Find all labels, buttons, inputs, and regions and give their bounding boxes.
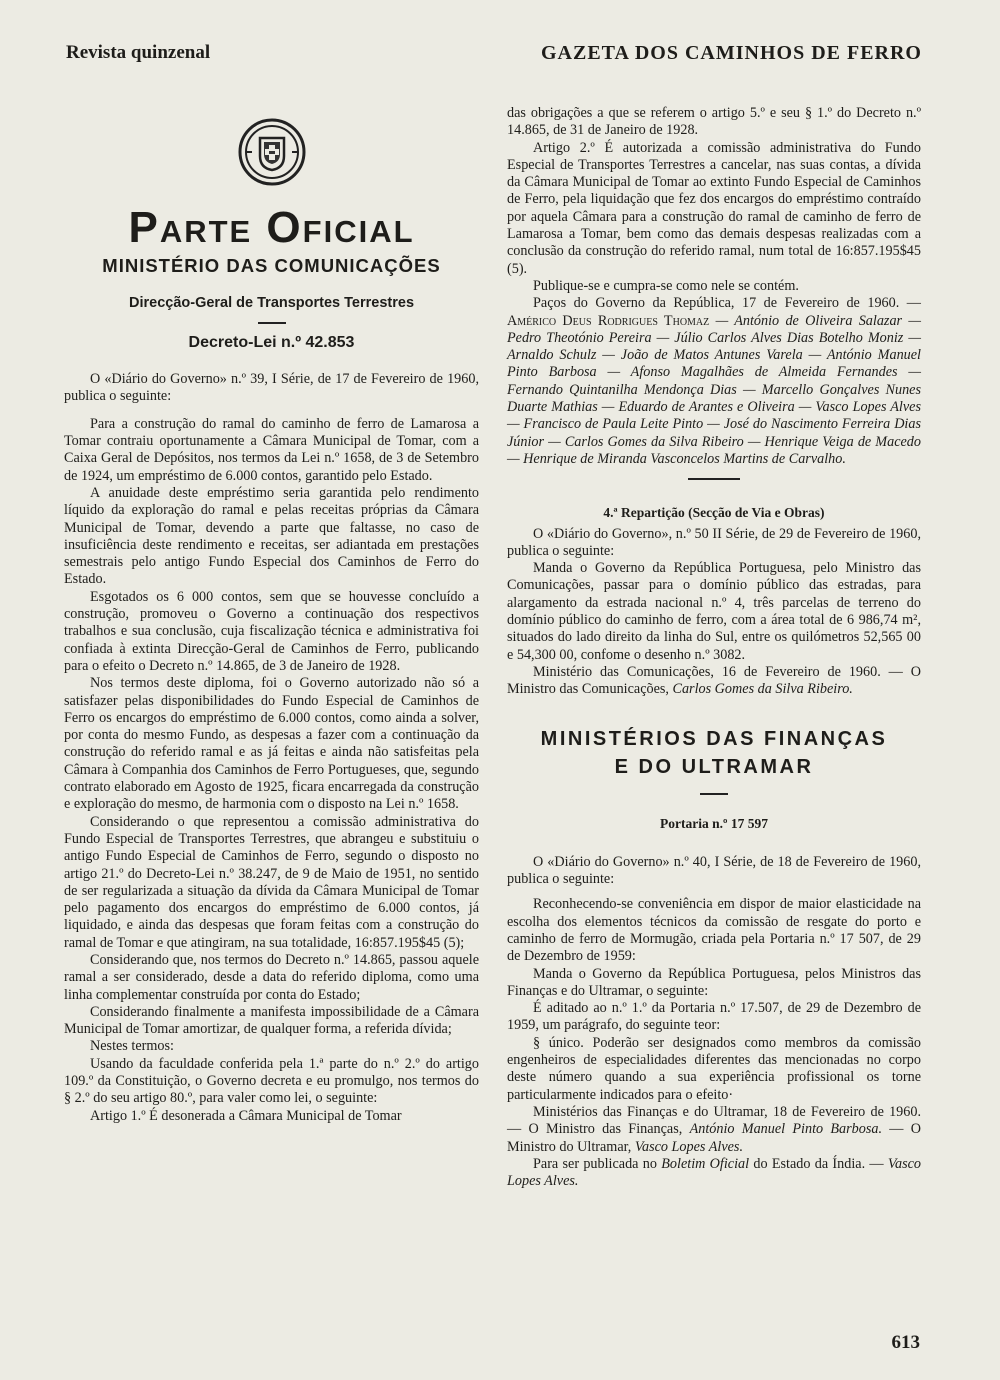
paragraph: O «Diário do Governo», n.º 50 II Série, de 29 de Fevereiro de 1960, publica o seguinte: [507,525,921,559]
ministers-names: — António de Oliveira Salazar — Pedro Theotónio Pereira — Júlio Carlos Alves Dias Botelho Moniz — Arnaldo Schulz — João de Matos Antunes Varela — António Manuel Pinto Barbosa — Afonso Magalhães de Almeida Fernandes — Fernando Quintanilha Mendonça Dias — Marcello Gonçalves Nunes Duarte Mathias — Eduardo de Arantes e Oliveira — Vasco Lopes Alves — Francisco de Paula Leite Pinto — José do Nascimento Ferreira Dias Júnior — Carlos Gomes da Silva Ribeiro — Henrique Veiga de Macedo — Henrique de Miranda Vasconcelos Martins de Carvalho. [507,312,921,467]
direccao-heading: Direcção-Geral de Transportes Terrestres [128,294,415,311]
emblem-container [64,118,479,191]
paragraph: O «Diário do Governo» n.º 40, I Série, de 18 de Fevereiro de 1960, publica o seguinte: [507,853,921,888]
ministerios-line-2: E DO ULTRAMAR [614,755,814,778]
signature-mid: — O Ministro do Ultramar, [507,1121,921,1155]
paragraph: A anuidade deste empréstimo seria garantida pelo rendimento líquido da exploração do ramal e pelas receitas próprias da Câmara Municipal de Tomar, devendo a parte que faltasse, no caso de insuficiência deste rendimento e receitas, ser adiantada em prestações semestrais pelo antigo Fundo Especial dos Caminhos de Ferro do Estado. [64,484,479,588]
overseas-minister-name: Vasco Lopes Alves. [634,1138,743,1155]
paragraph: Artigo 2.º É autorizada a comissão administrativa do Fundo Especial de Transportes Terrestres a cancelar, nas suas contas, a dívida da Câmara Municipal de Tomar ao extinto Fundo Especial de Caminhos de Ferro, pela liquidação que fez dos encargos do empréstimo contraído por aquela Câmara para a construção do ramal de caminho de ferro de Lamarosa a Tomar, bem como das demais despesas realizadas com a conclusão da construção do referido ramal, num total de 16:857.195$45 (5). [507,139,921,277]
closing-mid: do Estado da Índia. — [749,1155,888,1172]
ministry-heading: MINISTÉRIO DAS COMUNICAÇÕES [102,255,441,277]
paragraph: Para a construção do ramal do caminho de ferro de Lamarosa a Tomar contraiu oportunamente a Câmara Municipal de Tomar, com a Caixa Geral de Depósitos, nos termos da Lei n.º 1658, de 3 de Setembro de 1924, um empréstimo de 6.000 contos, garantido pelo Estado. [64,415,479,484]
paragraph: Considerando finalmente a manifesta impossibilidade de a Câmara Municipal de Tomar amortizar, de qualquer forma, a referida dívida; [64,1003,479,1038]
divider [688,478,740,480]
paragraph: Considerando o que representou a comissão administrativa do Fundo Especial de Transportes Terrestres, que abrangeu e substituiu o antigo Fundo Especial de Caminhos de Ferro, segundo o disposto no artigo 21.º do Decreto-Lei n.º 38.247, de 9 de Maio de 1951, no sentido de ser regularizada a situação da dívida da Câmara Municipal de Tomar pelo pagamento dos encargos do empréstimo de 6.000 contos, já liquidado, e ainda das despesas que foram feitas com a construção do ramal de Tomar e que atingiram, na sua totalidade, 16:857.195$45 (5); [64,813,479,951]
page-number: 613 [891,1332,920,1353]
closing-prefix: Para ser publicada no [533,1155,662,1172]
closing-paragraph [507,1156,921,1191]
decreto-heading: Decreto-Lei n.º 42.853 [188,333,355,351]
paragraph: Artigo 1.º É desonerada a Câmara Municipal de Tomar [90,1107,402,1124]
signature-intro: Ministérios das Finanças e do Ultramar, 18 de Fevereiro de 1960. — O Ministro das Finanças, [507,1103,921,1138]
signature-block [507,1104,921,1156]
portaria-heading: Portaria n.º 17 597 [660,815,768,831]
divider [258,322,286,324]
publication-name: Boletim Oficial [661,1155,750,1172]
header-right: GAZETA DOS CAMINHOS DE FERRO [540,42,922,64]
paragraph: Reconhecendo-se conveniência em dispor de maior elasticidade na escolha dos elementos técnicos da comissão de resgate do porto e caminho de ferro de Mormugão, criada pela Portaria n.º 17 507, de 29 de Dezembro de 1959: [507,896,921,965]
divider [700,793,728,795]
reparticao-heading: 4.ª Repartição (Secção de Via e Obras) [603,505,825,521]
paragraph: Publique-se e cumpra-se como nele se contém. [533,277,799,294]
ministerios-heading [507,725,921,781]
ministerios-line-1: MINISTÉRIOS DAS FINANÇAS [540,727,888,750]
signature-block [507,295,921,468]
paragraph: das obrigações a que se referem o artigo 5.º e seu § 1.º do Decreto n.º 14.865, de 31 de Janeiro de 1928. [507,105,921,139]
signature-block [507,664,921,699]
paragraph: É aditado ao n.º 1.º da Portaria n.º 17.507, de 29 de Dezembro de 1959, um parágrafo, do seguinte teor: [507,1000,921,1034]
right-column [507,105,921,1190]
finance-minister-name: António Manuel Pinto Barbosa. [689,1121,883,1138]
paragraph: Esgotados os 6 000 contos, sem que se houvesse concluído a construção, promoveu o Governo a continuação dos respectivos trabalhos e sua conclusão, cuja fiscalização técnica e administrativa foi confiada à extinta Direcção-Geral de Caminhos de Ferro, publicando para o efeito o Decreto n.º 14.865, de 3 de Janeiro de 1928. [64,588,479,674]
paragraph: Nos termos deste diploma, foi o Governo autorizado não só a satisfazer pelas disponibilidades do Fundo Especial de Caminhos de Ferro os encargos do empréstimo de 6.000 contos, como ainda a solver, por conta do mesmo Fundo, as despesas a fazer com a continuação da construção do referido ramal e as já feitas e ainda não satisfeitas pela Câmara à Companhia dos Caminhos de Ferro Portugueses, que, segundo contrato elaborado em Agosto de 1925, ficara encarregada da construção e exploração do mesmo, de harmonia com o disposto na Lei n.º 1658. [64,675,479,813]
signature-intro: Paços do Governo da República, 17 de Fevereiro de 1960. — [533,295,921,312]
paragraph: Manda o Governo da República Portuguesa, pelos Ministros das Finanças e do Ultramar, o seguinte: [507,965,921,999]
page-title: Parte Oficial [128,203,415,253]
paragraph: Usando da faculdade conferida pela 1.ª parte do n.º 2.º do artigo 109.º da Constituição, o Governo decreta e eu promulgo, nos termos do § 2.º do seu artigo 80.º, para valer como lei, o seguinte: [64,1055,479,1107]
minister-name: Carlos Gomes da Silva Ribeiro. [672,681,853,698]
closing-signer: Vasco Lopes Alves. [507,1155,921,1190]
president-name: Américo Deus Rodrigues Thomaz [507,312,710,329]
paragraph: Manda o Governo da República Portuguesa, pelo Ministro das Comunicações, passar para o domínio público das estradas, para alargamento da estrada nacional n.º 4, três parcelas de terreno do domínio público do caminho de ferro, com a área total de 6 986,74 m², situados do lado direito da linha do Sul, entre os quilómetros 52,565 00 e 54,300 00, confome o desenho n.º 3082. [507,560,921,663]
paragraph: Considerando que, nos termos do Decreto n.º 14.865, passou aquele ramal a ser considerado, desde a data do referido diploma, como uma linha complementar construída por conta do Estado; [64,951,479,1003]
portuguese-coat-of-arms-icon [238,118,306,186]
paragraph: O «Diário do Governo» n.º 39, I Série, de 17 de Fevereiro de 1960, publica o seguinte: [64,371,479,405]
header-left: Revista quinzenal [66,42,211,63]
paragraph: Nestes termos: [90,1038,174,1055]
paragraph: § único. Poderão ser designados como membros da comissão engenheiros de especialidades diferentes das mencionadas no corpo deste número quando a sua experiência profissional os torne particularmente indicados para o efeito· [507,1034,921,1103]
left-column [64,118,479,1125]
signature-intro: Ministério das Comunicações, 16 de Fevereiro de 1960. — O Ministro das Comunicações, [507,663,921,698]
